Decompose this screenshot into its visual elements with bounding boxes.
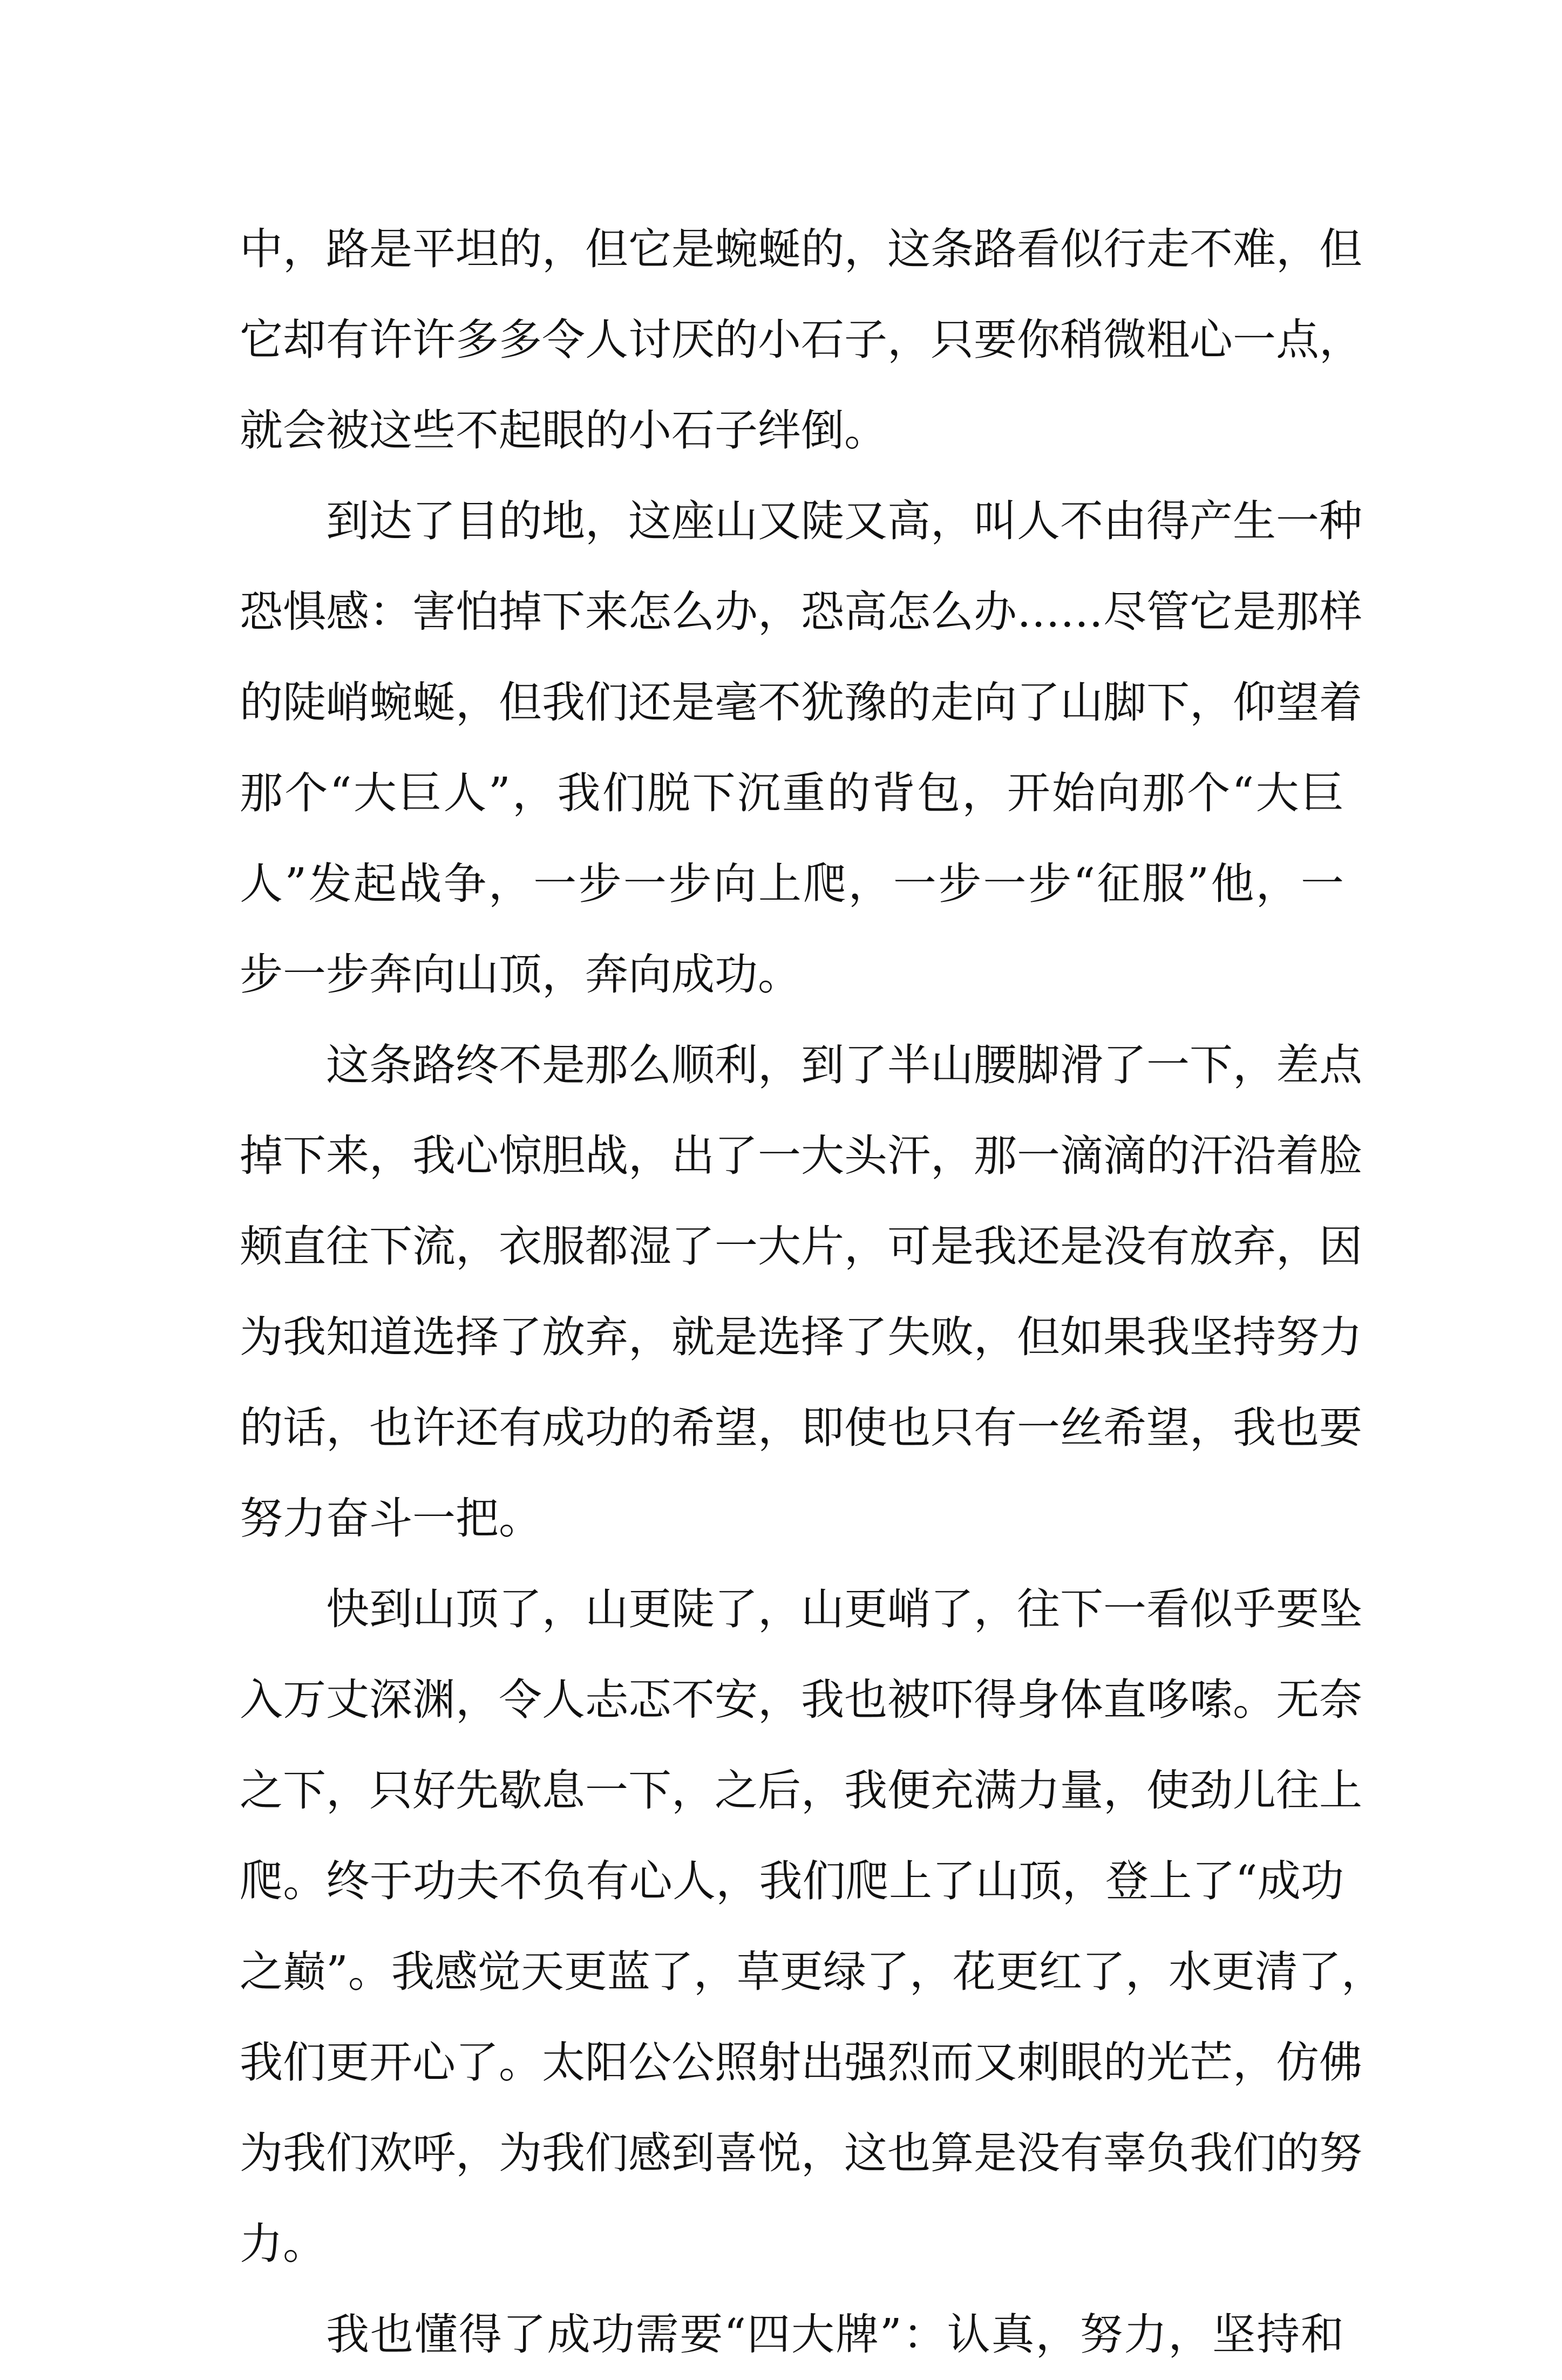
text-line: 中，路是平坦的，但它是蜿蜒的，这条路看似行走不难，但 <box>240 224 1362 274</box>
text-line: 入万丈深渊，令人忐忑不安，我也被吓得身体直哆嗦。无奈 <box>240 1675 1362 1725</box>
paragraph-first-line: 这条路终不是那么顺利，到了半山腰脚滑了一下，差点 <box>326 1040 1362 1090</box>
text-line: 就会被这些不起眼的小石子绊倒。 <box>240 405 887 455</box>
paragraph-first-line: 我也懂得了成功需要“四大牌”：认真，努力，坚持和 <box>326 2309 1344 2359</box>
text-line: 那个“大巨人”，我们脱下沉重的背包，开始向那个“大巨 <box>240 768 1344 818</box>
text-line: 我们更开心了。太阳公公照射出强烈而又刺眼的光芒，仿佛 <box>240 2037 1362 2087</box>
paragraph-first-line: 快到山顶了，山更陡了，山更峭了，往下一看似乎要坠 <box>326 1584 1362 1634</box>
text-line: 恐惧感：害怕掉下来怎么办，恐高怎么办……尽管它是那样 <box>240 587 1362 637</box>
text-line: 它却有许许多多令人讨厌的小石子，只要你稍微粗心一点， <box>240 315 1362 365</box>
text-line: 步一步奔向山顶，奔向成功。 <box>240 949 801 999</box>
text-line: 为我们欢呼，为我们感到喜悦，这也算是没有辜负我们的努 <box>240 2128 1362 2178</box>
text-line: 的陡峭蜿蜒，但我们还是毫不犹豫的走向了山脚下，仰望着 <box>240 677 1362 727</box>
text-line: 爬。终于功夫不负有心人，我们爬上了山顶，登上了“成功 <box>240 1856 1344 1906</box>
text-line: 之巅”。我感觉天更蓝了，草更绿了，花更红了，水更清了， <box>240 1947 1384 1997</box>
text-line: 颊直往下流，衣服都湿了一大片，可是我还是没有放弃，因 <box>240 1221 1362 1271</box>
text-line: 努力奋斗一把。 <box>240 1493 542 1543</box>
text-line: 的话，也许还有成功的希望，即使也只有一丝希望，我也要 <box>240 1403 1362 1453</box>
text-line: 之下，只好先歇息一下，之后，我便充满力量，使劲儿往上 <box>240 1765 1362 1815</box>
text-line: 人”发起战争，一步一步向上爬，一步一步“征服”他，一 <box>240 859 1344 909</box>
text-line: 掉下来，我心惊胆战，出了一大头汗，那一滴滴的汗沿着脸 <box>240 1131 1362 1181</box>
text-line: 力。 <box>240 2219 326 2269</box>
paragraph-first-line: 到达了目的地，这座山又陡又高，叫人不由得产生一种 <box>326 496 1362 546</box>
text-line: 为我知道选择了放弃，就是选择了失败，但如果我坚持努力 <box>240 1312 1362 1362</box>
essay-body <box>240 204 1384 2380</box>
